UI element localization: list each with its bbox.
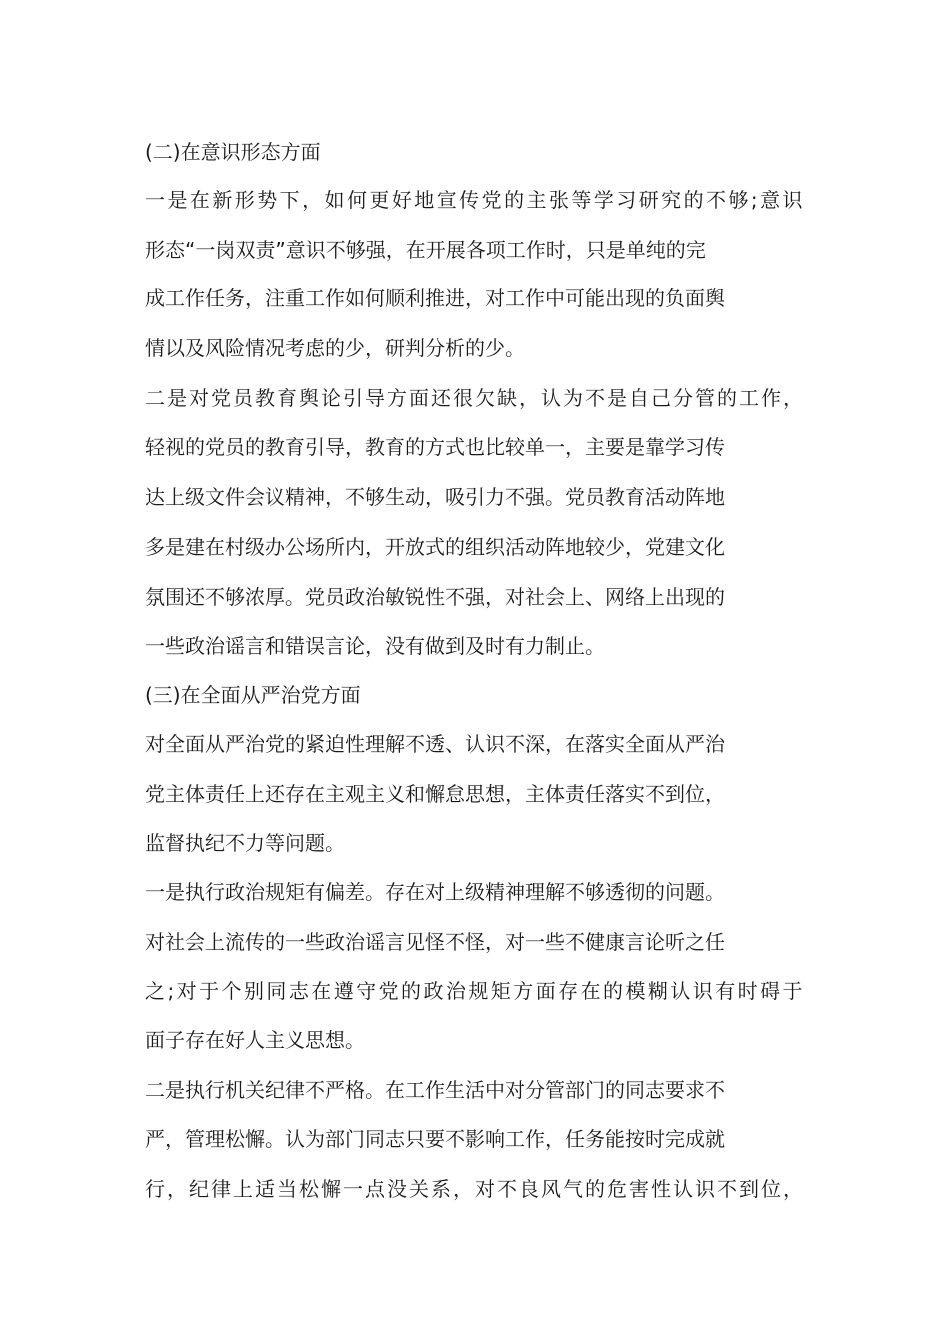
section-heading: (二)在意识形态方面: [145, 140, 321, 164]
text-line: 达上级文件会议精神，不够生动，吸引力不强。党员教育活动阵地: [145, 485, 725, 509]
text-line: 形态“一岗双责”意识不够强，在开展各项工作时，只是单纯的完: [145, 238, 706, 262]
text-line: 氛围还不够浓厚。党员政治敏锐性不强，对社会上、网络上出现的: [145, 585, 725, 609]
text-line: 多是建在村级办公场所内，开放式的组织活动阵地较少，党建文化: [145, 535, 725, 559]
text-line: 轻视的党员的教育引导，教育的方式也比较单一，主要是靠学习传: [145, 435, 725, 459]
text-line: 二是对党员教育舆论引导方面还很欠缺，认为不是自己分管的工作，: [145, 386, 805, 410]
text-line: 一是在新形势下，如何更好地宣传党的主张等学习研究的不够;意识: [145, 188, 805, 212]
text-line: 对全面从严治党的紧迫性理解不透、认识不深，在落实全面从严治: [145, 732, 725, 756]
text-line: 成工作任务，注重工作如何顺利推进，对工作中可能出现的负面舆: [145, 286, 725, 310]
text-line: 行，纪律上适当松懈一点没关系，对不良风气的危害性认识不到位，: [145, 1177, 805, 1201]
text-line: 监督执纪不力等问题。: [145, 831, 345, 855]
text-line: 面子存在好人主义思想。: [145, 1028, 365, 1052]
text-line: 一是执行政治规矩有偏差。存在对上级精神理解不够透彻的问题。: [145, 880, 725, 904]
text-line: 对社会上流传的一些政治谣言见怪不怪，对一些不健康言论听之任: [145, 930, 725, 954]
section-heading: (三)在全面从严治党方面: [145, 683, 361, 707]
text-line: 之;对于个别同志在遵守党的政治规矩方面存在的模糊认识有时碍于: [145, 979, 805, 1003]
text-line: 二是执行机关纪律不严格。在工作生活中对分管部门的同志要求不: [145, 1078, 725, 1102]
text-line: 情以及风险情况考虑的少，研判分析的少。: [145, 336, 525, 360]
text-line: 严，管理松懈。认为部门同志只要不影响工作，任务能按时完成就: [145, 1127, 725, 1151]
text-line: 党主体责任上还存在主观主义和懈怠思想，主体责任落实不到位，: [145, 782, 725, 806]
text-line: 一些政治谣言和错误言论，没有做到及时有力制止。: [145, 634, 605, 658]
